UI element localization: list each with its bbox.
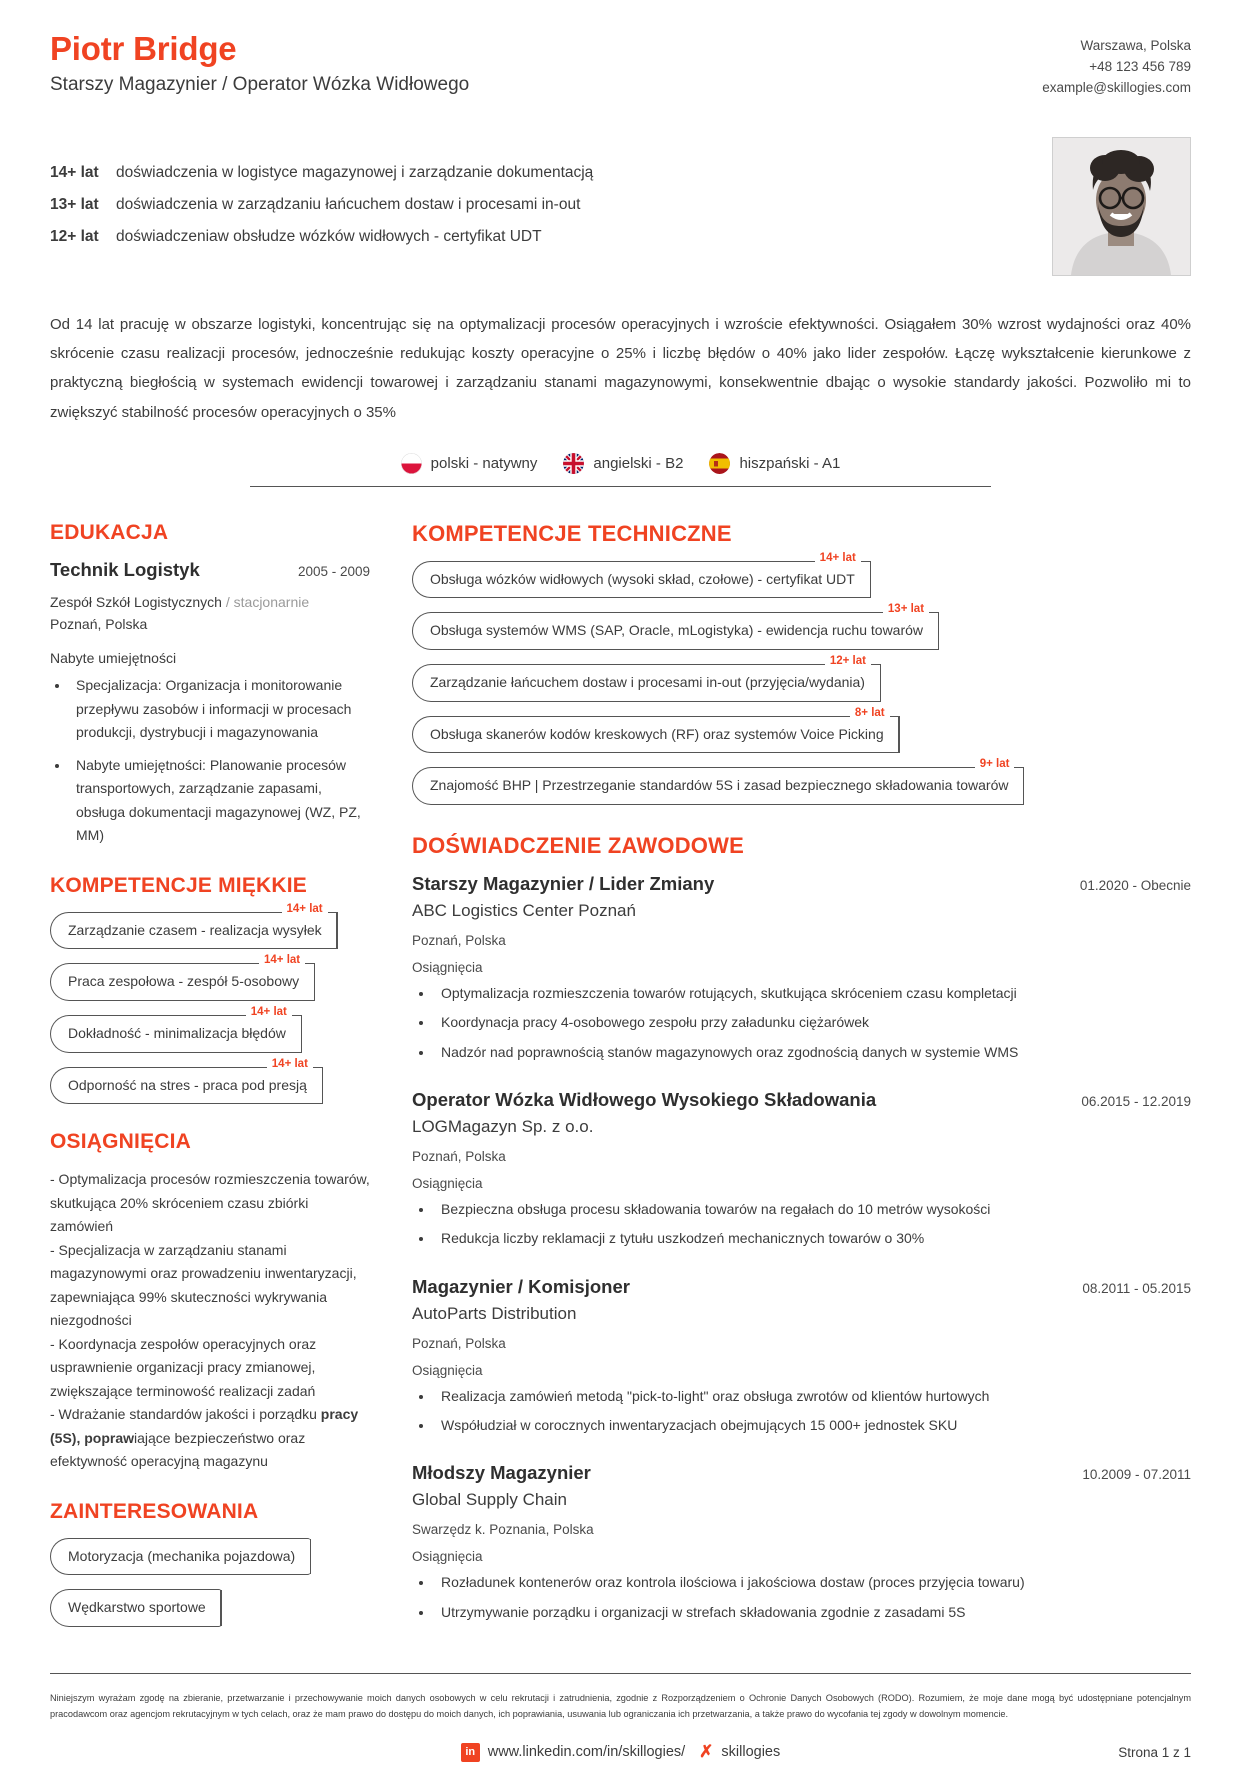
achievement-line: - Specjalizacja w zarządzaniu stanami magazynowymi oraz prowadzeniu inwentaryzacji, zapewniająca 99% skuteczności wykrywania niezgodności (50, 1241, 357, 1329)
section-title-interests: ZAINTERESOWANIA (50, 1499, 259, 1523)
highlights-list (50, 137, 1052, 254)
section-title-achievements: OSIĄGNIĘCIA (50, 1130, 192, 1154)
interest-pill[interactable] (50, 1589, 370, 1627)
list-item: • Redukcja liczby reklamacji z tytułu uszkodzeń mechanicznych towarów o 30% (434, 1227, 1191, 1249)
education-school (50, 591, 370, 636)
education-school-name: Zespół Szkół Logistycznych (50, 593, 222, 610)
highlight-row (50, 221, 1052, 253)
section-title-education: EDUKACJA (50, 520, 169, 544)
right-column (412, 521, 1191, 1649)
highlights-and-photo (50, 137, 1191, 276)
job-location: Swarzędz k. Poznania, Polska (412, 1522, 594, 1538)
job-location: Poznań, Polska (412, 1148, 506, 1164)
linkedin-link[interactable] (461, 1743, 685, 1762)
job-title: Magazynier / Komisjoner (412, 1275, 630, 1297)
pill-label: Zarządzanie łańcuchem dostaw i procesami in-out (przyjęcia/wydania) (430, 673, 865, 690)
language-item (709, 453, 840, 474)
job-date: 06.2015 - 12.2019 (1081, 1093, 1191, 1109)
pill-years: 8+ lat (850, 708, 890, 720)
experience-entry (412, 873, 1191, 1063)
job-achievements-label: Osiągnięcia (412, 1362, 483, 1378)
pill-label: Obsługa skanerów kodów kreskowych (RF) oraz systemów Voice Picking (430, 725, 884, 742)
job-title: Starszy Magazynier / Lider Zmiany (412, 872, 715, 894)
header (50, 30, 1191, 99)
list-item: • Współudział w corocznych inwentaryzacjach obejmujących 15 000+ jednostek SKU (434, 1414, 1191, 1436)
list-item: • Optymalizacja rozmieszczenia towarów rotujących, skutkująca skróceniem czasu kompletacji (434, 982, 1191, 1004)
pill-years: 14+ lat (267, 1059, 313, 1071)
highlight-years: 12+ lat (50, 228, 99, 246)
tech-skill-pill[interactable] (412, 654, 1191, 702)
soft-skill-pill[interactable] (50, 1005, 370, 1053)
page-title: Piotr Bridge (50, 30, 237, 67)
footer (0, 1673, 1241, 1784)
soft-skill-pill[interactable] (50, 1057, 370, 1105)
list-item: • Specjalizacja: Organizacja i monitorowanie przepływu zasobów i informacji w procesach produkcji, dystrybucji i magazynowania (70, 674, 370, 745)
flag-spain-icon (709, 453, 730, 474)
experience-entry-header (412, 1089, 1191, 1111)
job-location: Poznań, Polska (412, 932, 506, 948)
job-title: Młodszy Magazynier (412, 1462, 591, 1484)
job-date: 10.2009 - 07.2011 (1082, 1467, 1191, 1483)
footer-divider (50, 1673, 1191, 1674)
pill-years: 14+ lat (282, 904, 328, 916)
flag-poland-icon (401, 453, 422, 474)
achievements-text (50, 1168, 370, 1474)
pill-label: Obsługa wózków widłowych (wysoki skład, czołowe) - certyfikat UDT (430, 570, 855, 587)
highlight-row (50, 189, 1052, 221)
professional-summary: Od 14 lat pracuję w obszarze logistyki, koncentrując się na optymalizacji procesów operacyjnych i wzroście efektywności. Osiągałem 30% wzrost wydajności oraz 40% skrócenie czasu realizacji procesów, jednocześnie redukując koszty operacyjne o 25% i liczbę błędów o 40% jako lider zespołów. Łączę wykształcenie kierunkowe z praktyczną biegłością w systemach ewidencji towarowej i zarządzaniu stanami magazynowymi, konsekwentnie dbając o wysokie standardy jakości. Pozwoliło mi to zwiększyć stabilność procesów operacyjnych o 35% (50, 315, 1191, 421)
list-item: • Bezpieczna obsługa procesu składowania towarów na regałach do 10 metrów wysokości (434, 1198, 1191, 1220)
linkedin-icon: in (461, 1743, 480, 1762)
job-company: AutoParts Distribution (412, 1303, 577, 1323)
list-item: • Utrzymywanie porządku i organizacji w strefach składowania zgodnie z zasadami 5S (434, 1601, 1191, 1623)
section-title-tech-skills: KOMPETENCJE TECHNICZNE (412, 520, 732, 546)
pill-years: 14+ lat (246, 1007, 292, 1019)
pill-years: 14+ lat (259, 955, 305, 967)
experience-entry-header (412, 1276, 1191, 1298)
interest-pill[interactable] (50, 1538, 370, 1576)
highlight-text: doświadczeniaw obsłudze wózków widłowych - certyfikat UDT (116, 228, 542, 246)
left-column (50, 521, 370, 1649)
pill-label: Odporność na stres - praca pod presją (68, 1076, 307, 1093)
contact-block (1042, 30, 1191, 99)
highlight-text: doświadczenia w zarządzaniu łańcuchem dostaw i procesami in-out (116, 196, 581, 213)
pill-label: Obsługa systemów WMS (SAP, Oracle, mLogistyka) - ewidencja ruchu towarów (430, 622, 924, 639)
job-bullets (434, 1385, 1191, 1437)
job-date: 01.2020 - Obecnie (1079, 877, 1191, 893)
experience-entry (412, 1089, 1191, 1250)
job-bullets (434, 982, 1191, 1063)
pill-years: 12+ lat (825, 656, 871, 668)
language-label: hiszpański - A1 (739, 454, 841, 472)
linkedin-label: www.linkedin.com/in/skillogies/ (487, 1744, 686, 1761)
tech-skill-pill[interactable] (412, 706, 1191, 754)
identity-block (50, 30, 469, 96)
job-date: 08.2011 - 05.2015 (1082, 1280, 1191, 1296)
contact-location: Warszawa, Polska (1080, 38, 1191, 53)
education-separator: / (225, 593, 234, 610)
job-achievements-label: Osiągnięcia (412, 1175, 483, 1191)
achievement-line: - Wdrażanie standardów jakości i porządku pracy (5S), poprawiające bezpieczeństwo oraz efektywność operacyjną magazynu (50, 1406, 359, 1470)
language-label: angielski - B2 (593, 454, 684, 472)
job-company: ABC Logistics Center Poznań (412, 900, 636, 920)
language-item (401, 453, 538, 474)
pill-label: Znajomość BHP | Przestrzeganie standardów 5S i zasad bezpiecznego składowania towarów (430, 777, 1009, 794)
x-label: skillogies (721, 1744, 781, 1761)
job-company: Global Supply Chain (412, 1490, 567, 1510)
soft-skill-pill[interactable] (50, 954, 370, 1001)
job-bullets (434, 1198, 1191, 1250)
pill-label: Wędkarstwo sportowe (68, 1599, 206, 1616)
pill-label: Zarządzanie czasem - realizacja wysyłek (68, 921, 322, 938)
education-date: 2005 - 2009 (297, 563, 370, 579)
highlight-row (50, 157, 1052, 189)
pill-label: Motoryzacja (mechanika pojazdowa) (68, 1547, 296, 1564)
language-label: polski - natywny (430, 454, 538, 472)
job-title: Operator Wózka Widłowego Wysokiego Składowania (412, 1088, 877, 1110)
language-item (563, 453, 683, 474)
achievement-bold-fragment: pracy (5S), popraw (50, 1406, 359, 1446)
tech-skill-pill[interactable] (412, 603, 1191, 650)
highlight-text: doświadczenia w logistyce magazynowej i zarządzanie dokumentacją (116, 163, 594, 181)
education-skills-label: Nabyte umiejętności (50, 650, 177, 667)
footer-links (50, 1742, 1191, 1784)
job-company: LOGMagazyn Sp. z o.o. (412, 1116, 594, 1136)
achievement-line: - Optymalizacja procesów rozmieszczenia towarów, skutkująca 20% skróceniem czasu zbiórki zamówień (50, 1171, 370, 1235)
job-achievements-label: Osiągnięcia (412, 1549, 483, 1565)
education-entry-header (50, 559, 370, 581)
flag-uk-icon (563, 453, 584, 474)
list-item: • Rozładunek kontenerów oraz kontrola ilościowa i jakościowa dostaw (proces przyjęcia towaru) (434, 1571, 1191, 1593)
pill-years: 14+ lat (815, 553, 861, 565)
pill-years: 13+ lat (883, 604, 929, 616)
experience-entry (412, 1276, 1191, 1437)
experience-entry-header (412, 873, 1191, 895)
education-location: Poznań, Polska (50, 616, 148, 633)
contact-phone[interactable]: +48 123 456 789 (1089, 58, 1191, 74)
pill-label: Dokładność - minimalizacja błędów (68, 1024, 286, 1041)
body-columns (50, 521, 1191, 1649)
soft-skill-pill[interactable] (50, 902, 370, 950)
list-item: • Nabyte umiejętności: Planowanie procesów transportowych, zarządzanie zapasami, obsługa dokumentacji magazynowej (WZ, PZ, MM) (70, 754, 370, 848)
rodo-consent-text: Niniejszym wyrażam zgodę na zbieranie, przetwarzanie i przechowywanie moich danych osobowych w celu rekrutacji i zatrudnienia, zgodnie z Rozporządzeniem o Ochronie Danych Osobowych (RODO). Rozumiem, że moje dane mogą być udostępniane potencjalnym pracodawcom oraz agencjom rekrutacyjnym w tych celach, oraz że mam prawo do dostępu do moich danych, ich poprawiania, usuwania lub ograniczania ich przetwarzania, a także prawo do wycofania tej zgody w dowolnym momencie. (50, 1693, 1191, 1720)
achievement-line: - Koordynacja zespołów operacyjnych oraz usprawnienie organizacji pracy zmianowej, zwiększające terminowość realizacji zadań (50, 1335, 317, 1399)
tech-skill-pill[interactable] (412, 551, 1191, 599)
experience-entry-header (412, 1462, 1191, 1484)
contact-email[interactable]: example@skillogies.com (1042, 79, 1191, 95)
job-headline: Starszy Magazynier / Operator Wózka Widłowego (50, 73, 470, 95)
job-bullets (434, 1571, 1191, 1623)
avatar (1053, 138, 1190, 275)
job-achievements-label: Osiągnięcia (412, 959, 483, 975)
experience-entry (412, 1462, 1191, 1623)
x-link[interactable] (699, 1742, 780, 1762)
x-twitter-icon: ✗ (699, 1742, 714, 1762)
section-title-soft-skills: KOMPETENCJE MIĘKKIE (50, 873, 307, 897)
highlight-years: 14+ lat (50, 163, 99, 181)
pill-years: 9+ lat (975, 759, 1015, 771)
list-item: • Nadzór nad poprawnością stanów magazynowych oraz zgodnością danych w systemie WMS (434, 1041, 1191, 1063)
divider (250, 486, 991, 487)
job-location: Poznań, Polska (412, 1335, 506, 1351)
highlight-years: 13+ lat (50, 196, 99, 213)
tech-skill-pill[interactable] (412, 758, 1191, 805)
list-item: • Koordynacja pracy 4-osobowego zespołu przy załadunku ciężarówek (434, 1011, 1191, 1033)
section-title-experience: DOŚWIADCZENIE ZAWODOWE (412, 832, 744, 858)
education-degree: Technik Logistyk (50, 558, 200, 580)
education-mode: stacjonarnie (233, 593, 310, 610)
education-bullets (70, 674, 370, 848)
profile-photo (1052, 137, 1191, 276)
languages-row (50, 453, 1191, 474)
page-number: Strona 1 z 1 (1118, 1744, 1191, 1760)
list-item: • Realizacja zamówień metodą "pick-to-light" oraz obsługa zwrotów od klientów hurtowych (434, 1385, 1191, 1407)
pill-label: Praca zespołowa - zespół 5-osobowy (68, 973, 300, 990)
